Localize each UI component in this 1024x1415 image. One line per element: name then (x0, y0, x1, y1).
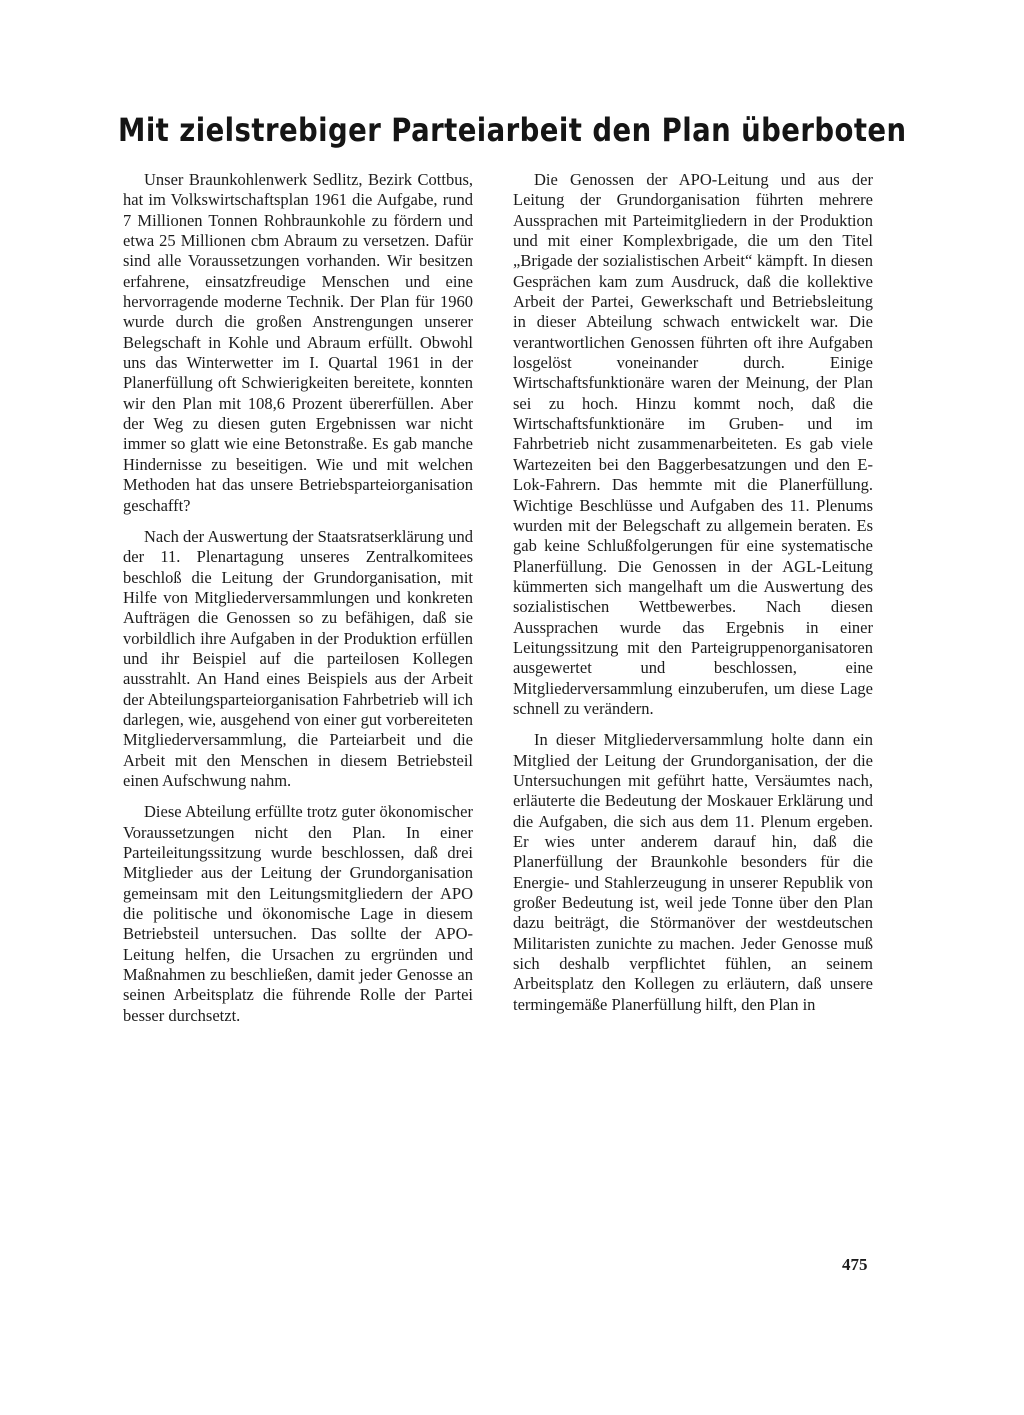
paragraph: Unser Braunkohlenwerk Sedlitz, Bezirk Cottbus, hat im Volkswirtschaftsplan 1961 die Aufgabe, rund 7 Millionen Tonnen Rohbraunkohle zu fördern und etwa 25 Millionen cbm Abraum zu versetzen. Dafür sind alle Voraussetzungen vorhanden. Wir besitzen erfahrene, einsatzfreudige Menschen und eine hervorragende moderne Technik. Der Plan für 1960 wurde durch die großen Anstrengungen unserer Belegschaft in Kohle und Abraum erfüllt. Obwohl uns das Winterwetter im I. Quartal 1961 in der Planerfüllung oft Schwierigkeiten bereitete, konnten wir den Plan mit 108,6 Prozent übererfüllen. Aber der Weg zu diesen guten Ergebnissen war nicht immer so glatt wie eine Betonstraße. Es gab manche Hindernisse zu beseitigen. Wie und mit welchen Methoden hat das unsere Betriebsparteiorganisation geschafft? (123, 170, 473, 515)
article-title: Mit zielstrebiger Parteiarbeit den Plan überboten (118, 111, 907, 149)
paragraph: Diese Abteilung erfüllte trotz guter ökonomischer Voraussetzungen nicht den Plan. In einer Parteileitungssitzung wurde beschlossen, daß drei Mitglieder aus der Leitung der Grundorganisation gemeinsam mit den Leitungsmitgliedern der APO die politische und ökonomische Lage in diesem Betriebsteil untersuchen. Das sollte der APO-Leitung helfen, die Ursachen zu ergründen und Maßnahmen zu beschließen, damit jeder Genosse an seinen Arbeitsplatz die führende Rolle der Partei besser durchsetzt. (123, 802, 473, 1025)
paragraph: Die Genossen der APO-Leitung und aus der Leitung der Grundorganisation führten mehrere Aussprachen mit Parteimitgliedern in der Produktion und mit einer Komplexbrigade, die um den Titel „Brigade der sozialistischen Arbeit“ kämpft. In diesen Gesprächen kam zum Ausdruck, daß die kollektive Arbeit der Partei, Gewerkschaft und Betriebsleitung in dieser Abteilung schwach entwickelt war. Die verantwortlichen Genossen führten oft ihre Aufgaben losgelöst voneinander durch. Einige Wirtschaftsfunktionäre waren der Meinung, der Plan sei zu hoch. Hinzu kommt noch, daß die Wirtschaftsfunktionäre im Gruben- und im Fahrbetrieb nicht zusammenarbeiteten. Es gab viele Wartezeiten bei den Baggerbesatzungen und den E-Lok-Fahrern. Das hemmte mit die Planerfüllung. Wichtige Beschlüsse und Aufgaben des 11. Plenums wurden mit der Belegschaft zu allgemein beraten. Es gab keine Schlußfolgerungen für eine systematische Planerfüllung. Die Genossen in der AGL-Leitung kümmerten sich mangelhaft um die Auswertung des sozialistischen Wettbewerbes. Nach diesen Aussprachen wurde das Ergebnis in einer Leitungssitzung mit den Parteigruppenorganisatoren ausgewertet und beschlossen, eine Mitgliederversammlung einzuberufen, um diese Lage schnell zu verändern. (513, 170, 873, 718)
paragraph: Nach der Auswertung der Staatsratserklärung und der 11. Plenartagung unseres Zentralkomitees beschloß die Leitung der Grundorganisation, mit Hilfe von Mitgliederversammlungen und konkreten Aufträgen die Genossen so zu befähigen, daß sie vorbildlich ihre Aufgaben in der Produktion erfüllen und ihr Beispiel auf die parteilosen Kollegen ausstrahlt. An Hand eines Beispiels aus der Arbeit der Abteilungsparteiorganisation Fahrbetrieb will ich darlegen, wie, ausgehend von einer gut vorbereiteten Mitgliederversammlung, die Parteiarbeit und die Arbeit mit den Menschen in diesem Betriebsteil einen Aufschwung nahm. (123, 526, 473, 790)
text-column-left (123, 170, 473, 1037)
paragraph: In dieser Mitgliederversammlung holte dann ein Mitglied der Leitung der Grundorganisation, der die Untersuchungen mit geführt hatte, Versäumtes nach, erläuterte die Bedeutung der Moskauer Erklärung und die Aufgaben, die sich aus dem 11. Plenum ergeben. Er wies unter anderem darauf hin, daß die Planerfüllung der Braunkohle besonders für die Energie- und Stahlerzeugung in unserer Republik von großer Bedeutung ist, weil jede Tonne über den Plan dazu beiträgt, die Störmanöver der westdeutschen Militaristen zunichte zu machen. Jeder Genosse muß sich deshalb verpflichtet fühlen, an seinem Arbeitsplatz den Kollegen zu erläutern, daß unsere termingemäße Planerfüllung hilft, den Plan in (513, 730, 873, 1014)
page-number: 475 (842, 1255, 868, 1274)
text-column-right (513, 170, 873, 1026)
